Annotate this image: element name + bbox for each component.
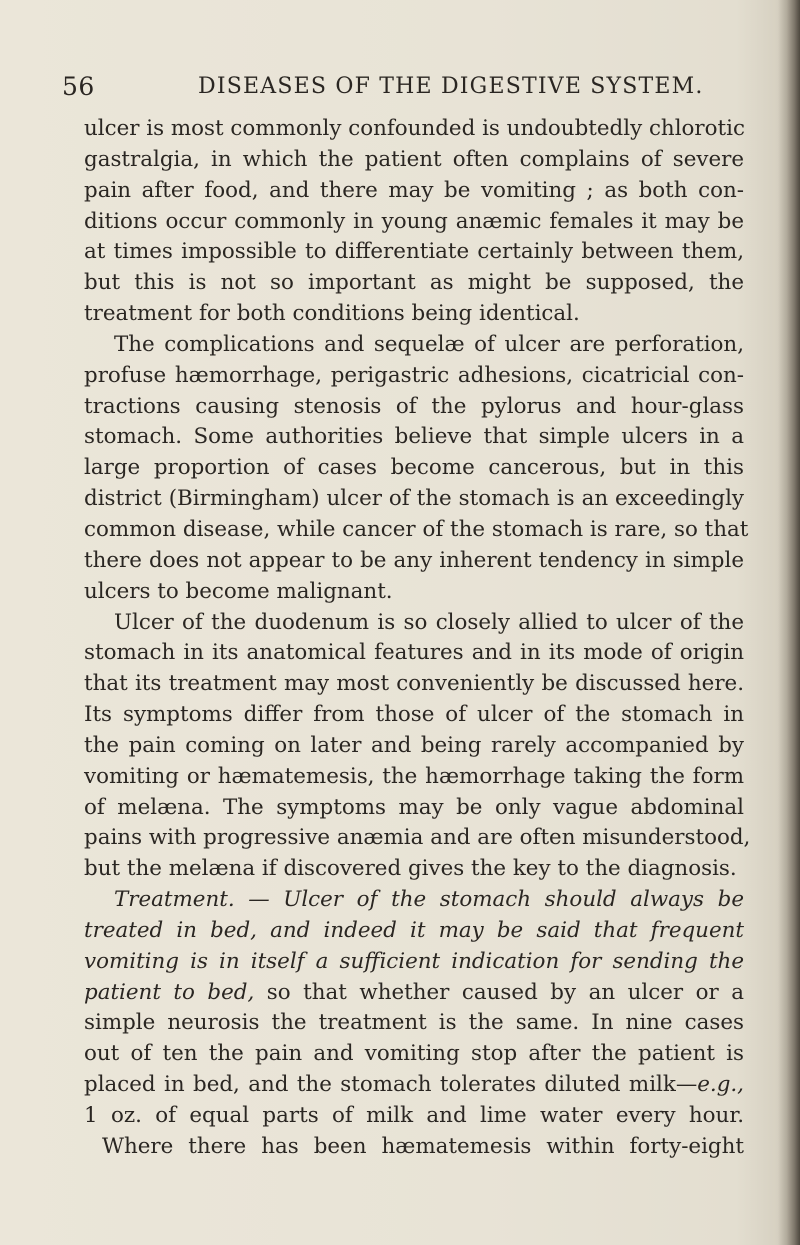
text-line: vomiting or hæmatemesis, the hæmorrhage taking the form [84, 763, 744, 789]
text-line: that its treatment may most conveniently be discussed here. [84, 671, 744, 697]
text-line: but the melæna if discovered gives the key to the diagnosis. [84, 856, 737, 882]
text-line: pain after food, and there may be vomiting ; as both con- [84, 177, 744, 203]
text-line: treatment for both conditions being identical. [84, 301, 580, 327]
running-head: DISEASES OF THE DIGESTIVE SYSTEM. [198, 74, 704, 99]
text-line [84, 1070, 744, 1101]
page-number: 56 [62, 72, 95, 101]
text-line: Where there has been hæmatemesis within forty-eight [102, 1133, 744, 1159]
text-line: simple neurosis the treatment is the same. In nine cases [84, 1010, 744, 1036]
plain-text: placed in bed, and the stomach tolerates diluted milk— [84, 1072, 698, 1098]
treatment-heading: Treatment. — [114, 887, 284, 913]
text-line: there does not appear to be any inherent tendency in simple [84, 547, 744, 573]
text-line: district (Birmingham) ulcer of the stomach is an exceedingly [84, 486, 744, 512]
text-line [84, 885, 744, 916]
text-line: Its symptoms differ from those of ulcer of the stomach in [84, 702, 744, 728]
text-line: the pain coming on later and being rarely accompanied by [84, 732, 744, 758]
page-edge-shadow [778, 0, 800, 1245]
text-line: profuse hæmorrhage, perigastric adhesions, cicatricial con- [84, 362, 744, 388]
italic-text: patient to bed, [84, 979, 255, 1005]
text-line: vomiting is in itself a sufficient indication for sending the [84, 948, 744, 974]
text-line: 1 oz. of equal parts of milk and lime water every hour. [84, 1103, 744, 1128]
text-line: at times impossible to differentiate certainly between them, [84, 239, 744, 265]
body-text [84, 114, 751, 1163]
text-line: ditions occur commonly in young anæmic females it may be [84, 208, 744, 234]
text-line [84, 978, 744, 1009]
plain-text: so that whether caused by an ulcer or a [254, 979, 744, 1005]
text-line: stomach. Some authorities believe that simple ulcers in a [84, 424, 744, 450]
text-line: Ulcer of the duodenum is so closely allied to ulcer of the [114, 609, 744, 635]
text-line: gastralgia, in which the patient often complains of severe [84, 146, 744, 172]
italic-text: Ulcer of the stomach should always be [283, 887, 744, 913]
text-line: ulcers to become malignant. [84, 578, 393, 604]
text-line: but this is not so important as might be supposed, the [84, 270, 744, 296]
text-line: large proportion of cases become cancerous, but in this [84, 455, 744, 481]
text-line: of melæna. The symptoms may be only vague abdominal [84, 794, 744, 820]
italic-text: e.g., [697, 1072, 744, 1098]
text-line: treated in bed, and indeed it may be said that frequent [84, 917, 744, 943]
text-line: The complications and sequelæ of ulcer are perforation, [114, 331, 744, 357]
text-line: stomach in its anatomical features and in its mode of origin [84, 640, 744, 666]
page-header [62, 72, 702, 112]
text-line: tractions causing stenosis of the pylorus and hour-glass [84, 393, 744, 419]
text-line: out of ten the pain and vomiting stop after the patient is [84, 1041, 744, 1067]
text-line: pains with progressive anæmia and are often misunderstood, [84, 825, 751, 851]
text-line: common disease, while cancer of the stomach is rare, so that [84, 516, 749, 542]
text-line: ulcer is most commonly confounded is undoubtedly chlorotic [84, 116, 745, 141]
